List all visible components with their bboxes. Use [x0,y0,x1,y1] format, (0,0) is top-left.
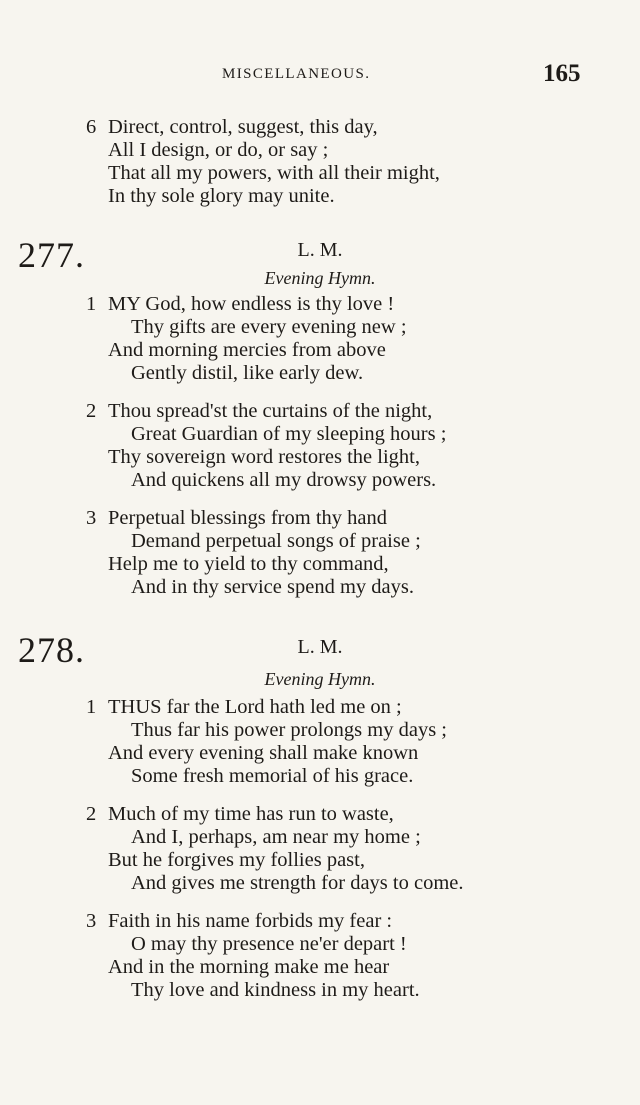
verse-line: Thy gifts are every evening new ; [131,316,407,338]
hymn-number: 277. [18,235,85,275]
verse-line: Thus far his power prolongs my days ; [131,719,447,741]
stanza-number: 2 [86,400,97,422]
verse-line: MY God, how endless is thy love ! [108,293,395,315]
stanza-number: 3 [86,507,97,529]
verse-line: Direct, control, suggest, this day, [108,116,378,138]
hymn-meter: L. M. [297,239,343,261]
verse-line: But he forgives my follies past, [108,849,365,871]
verse-line: And I, perhaps, am near my home ; [131,826,421,848]
verse-line: O may thy presence ne'er depart ! [131,933,407,955]
verse-line: And morning mercies from above [108,339,386,361]
verse-line: Some fresh memorial of his grace. [131,765,414,787]
verse-line: Gently distil, like early dew. [131,362,364,384]
verse-line: And in thy service spend my days. [131,576,414,598]
verse-line: Thy sovereign word restores the light, [108,446,420,468]
verse-line: THUS far the Lord hath led me on ; [108,696,402,718]
verse-line: In thy sole glory may unite. [108,185,335,207]
verse-line: Thou spread'st the curtains of the night, [108,400,433,422]
verse-line: Help me to yield to thy command, [108,553,389,575]
hymn-meter: L. M. [297,636,343,658]
hymn-subtitle: Evening Hymn. [264,669,376,689]
verse-line: Thy love and kindness in my heart. [131,979,420,1001]
stanza-number: 1 [86,293,97,315]
verse-line: And every evening shall make known [108,742,419,764]
verse-line: Much of my time has run to waste, [108,803,394,825]
verse-line: And quickens all my drowsy powers. [131,469,437,491]
hymn-number: 278. [18,630,85,670]
verse-line: Demand perpetual songs of praise ; [131,530,421,552]
verse-line: And in the morning make me hear [108,956,390,978]
page-header [0,60,640,88]
stanza-number: 3 [86,910,97,932]
stanza-number: 1 [86,696,97,718]
running-title: MISCELLANEOUS. [222,66,371,82]
verse-line: Faith in his name forbids my fear : [108,910,393,932]
stanza-number: 2 [86,803,97,825]
hymn-subtitle: Evening Hymn. [264,268,376,288]
verse-line: That all my powers, with all their might, [108,162,440,184]
verse-line: All I design, or do, or say ; [108,139,329,161]
verse-line: Great Guardian of my sleeping hours ; [131,423,447,445]
page-number: 165 [543,60,581,87]
verse-line: And gives me strength for days to come. [131,872,464,894]
stanza-number: 6 [86,116,97,138]
verse-line: Perpetual blessings from thy hand [108,507,387,529]
